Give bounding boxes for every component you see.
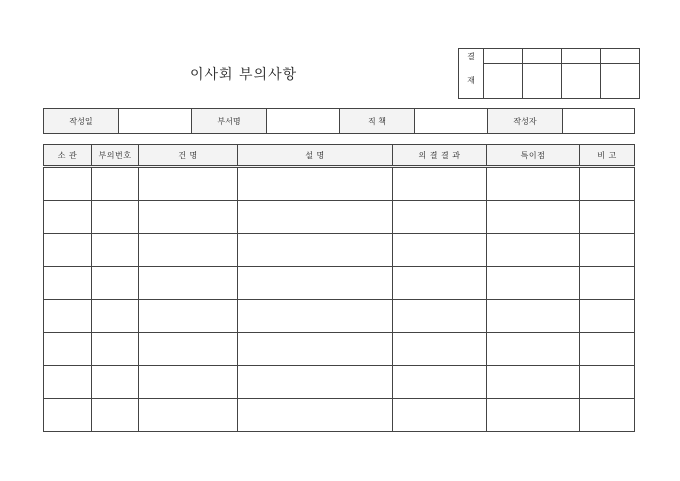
table-cell[interactable] [580, 267, 635, 300]
approval-sign-cell[interactable] [562, 64, 601, 99]
approval-label-bottom: 재 [459, 64, 484, 99]
column-header-notes: 비 고 [580, 145, 635, 167]
approval-title-cell[interactable] [601, 49, 640, 64]
table-cell[interactable] [393, 300, 487, 333]
table-cell[interactable] [139, 167, 238, 201]
table-row [44, 399, 635, 432]
table-cell[interactable] [139, 201, 238, 234]
approval-box [458, 48, 640, 99]
table-cell[interactable] [139, 234, 238, 267]
table-row [44, 267, 635, 300]
table-cell[interactable] [487, 167, 580, 201]
table-cell[interactable] [393, 267, 487, 300]
table-cell[interactable] [139, 267, 238, 300]
table-cell[interactable] [92, 267, 139, 300]
document-title: 이사회 부의사항 [190, 67, 298, 83]
table-cell[interactable] [393, 399, 487, 432]
table-cell[interactable] [580, 333, 635, 366]
table-row [44, 234, 635, 267]
approval-title-cell[interactable] [523, 49, 562, 64]
table-cell[interactable] [580, 234, 635, 267]
table-cell[interactable] [139, 300, 238, 333]
written-date-label: 작성일 [44, 109, 119, 134]
table-header-row [44, 145, 635, 167]
table-cell[interactable] [393, 234, 487, 267]
table-cell[interactable] [487, 201, 580, 234]
table-row [44, 300, 635, 333]
table-cell[interactable] [139, 333, 238, 366]
approval-title-cell[interactable] [562, 49, 601, 64]
author-label: 작성자 [488, 109, 563, 134]
table-cell[interactable] [44, 333, 92, 366]
table-cell[interactable] [580, 300, 635, 333]
table-cell[interactable] [92, 300, 139, 333]
table-cell[interactable] [92, 234, 139, 267]
column-header-description: 설 명 [238, 145, 393, 167]
column-header-agenda-number: 부의번호 [92, 145, 139, 167]
table-cell[interactable] [44, 399, 92, 432]
department-label: 부서명 [192, 109, 267, 134]
table-cell[interactable] [44, 167, 92, 201]
table-cell[interactable] [487, 300, 580, 333]
table-cell[interactable] [238, 333, 393, 366]
table-cell[interactable] [238, 399, 393, 432]
table-cell[interactable] [393, 333, 487, 366]
table-cell[interactable] [580, 399, 635, 432]
approval-label-top: 결 [459, 49, 484, 64]
table-row [44, 167, 635, 201]
table-cell[interactable] [393, 167, 487, 201]
agenda-table [43, 144, 635, 432]
author-field[interactable] [563, 109, 635, 134]
table-cell[interactable] [238, 267, 393, 300]
table-cell[interactable] [92, 366, 139, 399]
department-field[interactable] [267, 109, 340, 134]
table-cell[interactable] [238, 167, 393, 201]
approval-title-cell[interactable] [484, 49, 523, 64]
table-cell[interactable] [44, 234, 92, 267]
position-field[interactable] [415, 109, 488, 134]
table-cell[interactable] [393, 366, 487, 399]
table-cell[interactable] [580, 366, 635, 399]
position-label: 직 책 [340, 109, 415, 134]
info-row [43, 108, 635, 134]
table-cell[interactable] [139, 399, 238, 432]
table-row [44, 366, 635, 399]
table-cell[interactable] [92, 399, 139, 432]
approval-sign-cell[interactable] [523, 64, 562, 99]
approval-sign-cell[interactable] [601, 64, 640, 99]
column-header-resolution: 의 결 결 과 [393, 145, 487, 167]
column-header-jurisdiction: 소 관 [44, 145, 92, 167]
table-cell[interactable] [487, 267, 580, 300]
table-cell[interactable] [238, 300, 393, 333]
table-cell[interactable] [393, 201, 487, 234]
table-cell[interactable] [44, 366, 92, 399]
table-cell[interactable] [44, 267, 92, 300]
table-cell[interactable] [44, 201, 92, 234]
table-cell[interactable] [44, 300, 92, 333]
table-cell[interactable] [580, 167, 635, 201]
table-cell[interactable] [487, 366, 580, 399]
approval-sign-cell[interactable] [484, 64, 523, 99]
table-cell[interactable] [580, 201, 635, 234]
column-header-subject: 건 명 [139, 145, 238, 167]
table-row [44, 333, 635, 366]
table-cell[interactable] [92, 201, 139, 234]
table-cell[interactable] [238, 366, 393, 399]
table-cell[interactable] [487, 234, 580, 267]
column-header-remarks: 특이점 [487, 145, 580, 167]
table-cell[interactable] [487, 399, 580, 432]
table-cell[interactable] [238, 201, 393, 234]
table-row [44, 201, 635, 234]
written-date-field[interactable] [119, 109, 192, 134]
table-cell[interactable] [92, 167, 139, 201]
table-cell[interactable] [238, 234, 393, 267]
table-cell[interactable] [92, 333, 139, 366]
table-cell[interactable] [487, 333, 580, 366]
table-cell[interactable] [139, 366, 238, 399]
